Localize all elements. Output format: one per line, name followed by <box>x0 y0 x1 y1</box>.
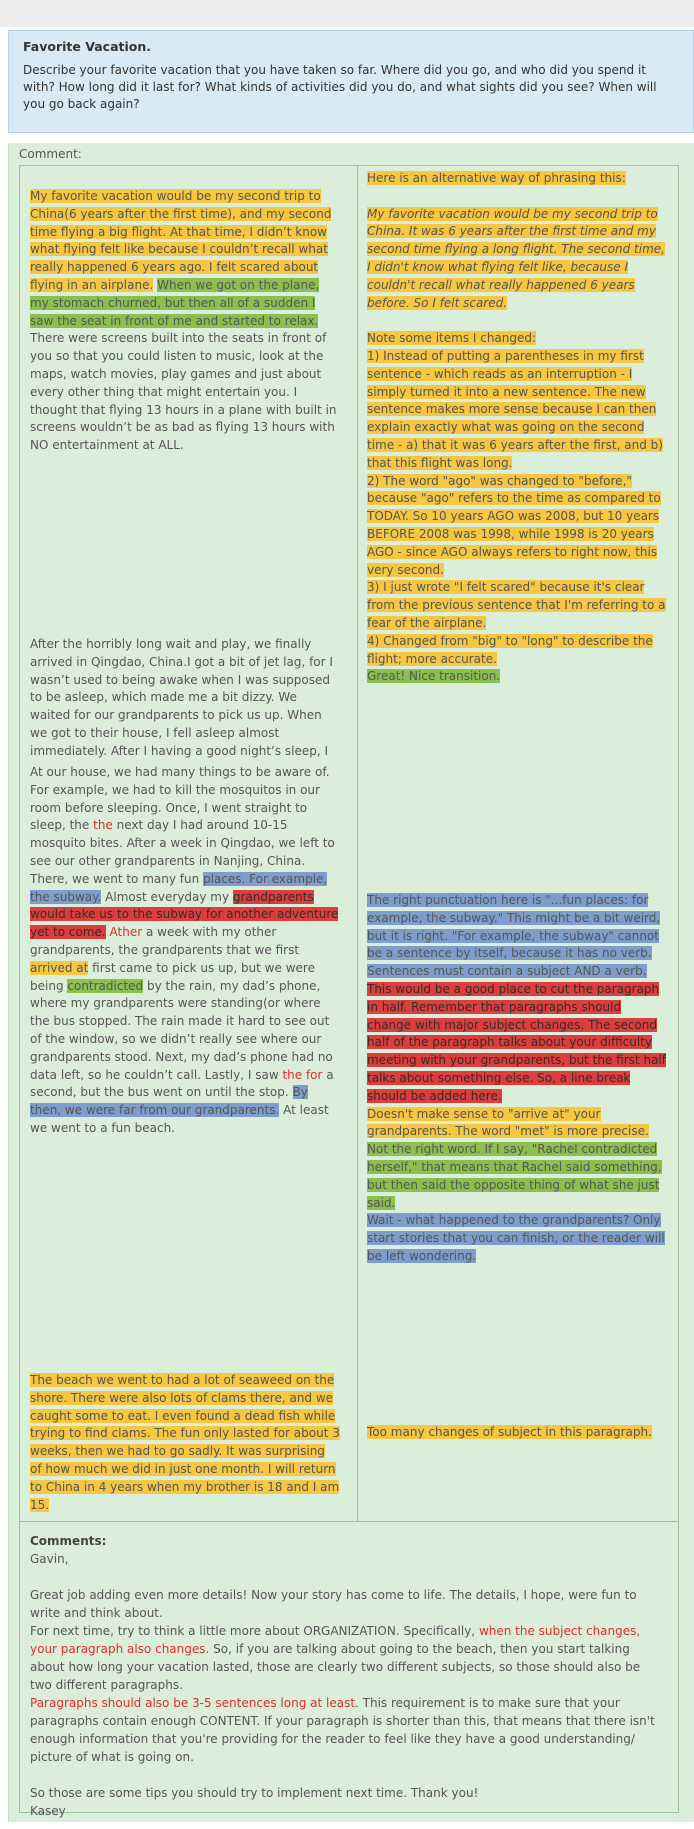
note-paragraph-break: This would be a good place to cut the paragraph in half. Remember that paragraphs should change with major subject changes. The second half of the paragraph talks about your difficulty meeting with your grandparents, but the first half talks about something else. So, a line break should be added here. <box>367 981 666 1103</box>
note-change-1: 1) Instead of putting a parentheses in my first sentence - which reads as an interruption - I simply turned it into a new sentence. The new sentence makes more sense because I can then explain exactly what was going on the second time - a) that it was 6 years after the first, and b) that this flight was long. <box>367 348 663 470</box>
essay-text: At least we went to a fun beach. <box>30 1103 329 1135</box>
final-comments <box>30 1532 665 1820</box>
prompt-title: Favorite Vacation. <box>23 39 151 54</box>
note-arrive: Doesn't make sense to "arrive at" your grandparents. The word "met" is more precise. <box>367 1106 649 1139</box>
error-word: Ather <box>109 925 143 940</box>
comment-label: Comment: <box>19 147 82 161</box>
comment-panel <box>8 143 694 1822</box>
essay-paragraph-4 <box>30 1372 340 1514</box>
comment-line: . So, if you are talking about going to the beach, then you start talking about how long your vacation lasted, those are clearly two different subjects, so those should also be two different paragraphs. <box>30 1642 641 1692</box>
feedback-table <box>19 165 679 1818</box>
comment-line: . This requirement is to make sure that your paragraphs contain enough CONTENT. If your paragraph is shorter than this, that means that there isn't enough information that you're providing for the reader to feel like they have a good understanding/ picture of what is going on. <box>30 1696 655 1764</box>
note-subject-changes: Too many changes of subject in this paragraph. <box>367 1425 652 1439</box>
essay-text: There were screens built into the seats in front of you so that you could listen to music, look at the maps, watch movies, play games and just about every other thing that might entertain you. I thought that flying 13 hours in a plane with built in screens wouldn’t be as bad as flying 13 hours with NO entertainment at ALL. <box>30 331 337 453</box>
essay-text: After the horribly long wait and play, we finally arrived in Qingdao, China.I got a bit of jet lag, for I wasn’t used to being awake when I was supposed to be asleep, which made me a bit dizzy. We waited for our grandparents to pick us up. When we got to their house, I fell asleep almost immediately. After I having a good night’s sleep, I <box>30 637 333 758</box>
comment-emphasis: Paragraphs should also be 3-5 sentences long at least <box>30 1696 356 1710</box>
note-contradicted: Not the right word. If I say, "Rachel contradicted herself," that means that Rachel said something, but then said the opposite thing of what she just said. <box>367 1142 662 1210</box>
top-bar <box>0 0 694 27</box>
comments-heading: Comments: <box>30 1534 107 1548</box>
highlight-blue: By then, we were far from our grandparents. <box>30 1085 308 1118</box>
essay-paragraph-1 <box>30 188 340 455</box>
essay-text: a week with my other grandparents, the grandparents that we first <box>30 925 300 957</box>
note-change-3: 3) I just wrote "I felt scared" because it's clear from the previous sentence that I'm referring to a fear of the airplane. <box>367 580 666 630</box>
comment-line: Great job adding even more details! Now your story has come to life. The details, I hope, were fun to write and think about. <box>30 1588 637 1620</box>
note-changes-heading: Note some items I changed: <box>367 331 537 346</box>
essay-text: by the rain, my dad’s phone, where my grandparents were standing(or where the bus stopped. The rain made it hard to see out of the window, so we didn’t really see where our grandparents stood. Next, my dad’s phone had no data left, so he couldn’t call. Lastly, I saw <box>30 978 333 1082</box>
essay-text: a second, but the bus went on until the stop. <box>30 1067 334 1100</box>
essay-paragraph-2 <box>30 636 340 760</box>
comment-line: So those are some tips you should try to implement next time. Thank you! <box>30 1786 479 1800</box>
highlight-yellow: My favorite vacation would be my second trip to China(6 years after the first time), and my second time flying a big flight. At that time, I didn’t know what flying felt like because I couldn’t recall what really happened 6 years ago. I felt scared about flying in an airplane. <box>30 189 332 292</box>
comment-line: For next time, try to think a little more about ORGANIZATION. Specifically, <box>30 1624 479 1638</box>
note-change-4: 4) Changed from "big" to "long" to describe the flight; more accurate. <box>367 633 653 666</box>
note-paragraph-1 <box>367 170 669 686</box>
highlight-red: grandparents would take us to the subway for another adventure yet to come. <box>30 889 339 940</box>
essay-text: At our house, we had many things to be aware of. For example, we had to kill the mosquitos in our room before sleeping. Once, I went straight to sleep, the <box>30 765 330 833</box>
note-change-2: 2) The word "ago" was changed to "before," because "ago" refers to the time as compared to TODAY. So 10 years AGO was 2008, but 10 years BEFORE 2008 was 1998, while 1998 is 20 years AGO - since AGO always refers to right now, this very second. <box>367 473 661 577</box>
signature: Kasey <box>30 1804 66 1818</box>
essay-text: first came to pick us up, but we were being <box>30 960 315 993</box>
highlight-yellow: The beach we went to had a lot of seaweed on the shore. There were also lots of clams there, and we caught some to eat. I even found a dead fish while trying to find clams. The fun only lasted for about 3 weeks, then we had to go sadly. It was surprising of how much we did in just one month. I will return to China in 4 years when my brother is 18 and I am 15. <box>30 1373 340 1512</box>
note-paragraph-4 <box>367 1424 669 1442</box>
note-grandparents: Wait - what happened to the grandparents? Only start stories that you can finish, or the reader will be left wondering. <box>367 1213 665 1263</box>
note-alternative: My favorite vacation would be my second trip to China. It was 6 years after the first time and my second time flying a long flight. The second time, I didn't know what flying felt like, because I couldn't recall what really happened 6 years before. So I felt scared. <box>367 206 665 310</box>
note-punctuation: The right punctuation here is "...fun places: for example, the subway." This might be a bit weird, but it is right. "For example, the subway" cannot be a sentence by itself, because it has no verb. Sentences must contain a subject AND a verb. <box>367 893 661 979</box>
prompt-text: Describe your favorite vacation that you have taken so far. Where did you go, and who did you spend it with? How long did it last for? What kinds of activities did you do, and what sights did you see? When will you go back again? <box>23 63 657 111</box>
highlight-yellow: arrived at <box>30 960 89 975</box>
row-divider <box>20 1521 678 1522</box>
comment-emphasis: when the subject changes, your paragraph also changes <box>30 1624 641 1656</box>
note-intro: Here is an alternative way of phrasing this: <box>367 171 626 185</box>
highlight-green: contradicted <box>67 978 144 993</box>
highlight-blue: places. For example, the subway. <box>30 871 328 904</box>
highlight-green: When we got on the plane, my stomach churned, but then all of a sudden I saw the seat in front of me and started to relax. <box>30 277 320 328</box>
note-paragraph-3 <box>367 892 669 1266</box>
prompt-box <box>8 30 694 133</box>
column-divider <box>357 166 358 1521</box>
greeting: Gavin, <box>30 1552 69 1566</box>
error-word: the for <box>282 1067 323 1082</box>
essay-paragraph-3 <box>30 764 340 1138</box>
essay-text: next day I had around 10-15 mosquito bites. After a week in Qingdao, we left to see our other grandparents in Nanjing, China. There, we went to many fun <box>30 818 335 886</box>
error-word: the <box>93 818 113 833</box>
essay-text: Almost everyday my <box>101 889 233 904</box>
note-transition: Great! Nice transition. <box>367 669 501 684</box>
